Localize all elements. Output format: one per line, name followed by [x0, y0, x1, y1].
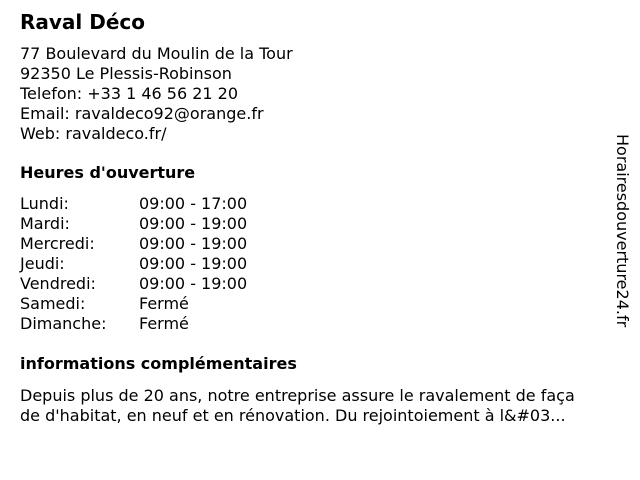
phone-number[interactable]: Telefon: +33 1 46 56 21 20 [20, 84, 239, 103]
hours-day: Lundi: [20, 194, 69, 213]
info-line: de d'habitat, en neuf et en rénovation. Du rejointoiement à l&#03... [20, 406, 566, 425]
hours-time: 09:00 - 17:00 [139, 194, 248, 213]
website-link[interactable]: Web: ravaldeco.fr/ [20, 124, 167, 143]
hours-day: Samedi: [20, 294, 86, 313]
hours-day: Mercredi: [20, 234, 95, 253]
hours-day: Vendredi: [20, 274, 96, 293]
info-line: Depuis plus de 20 ans, notre entreprise assure le ravalement de faça [20, 386, 575, 405]
address-city: 92350 Le Plessis-Robinson [20, 64, 232, 83]
hours-time: 09:00 - 19:00 [139, 234, 248, 253]
hours-time: 09:00 - 19:00 [139, 254, 248, 273]
business-name: Raval Déco [20, 10, 146, 34]
additional-info-heading: informations complémentaires [20, 354, 297, 373]
additional-info-text [20, 386, 620, 426]
hours-day: Jeudi: [20, 254, 65, 273]
hours-day: Dimanche: [20, 314, 107, 333]
email-address[interactable]: Email: ravaldeco92@orange.fr [20, 104, 264, 123]
opening-hours-heading: Heures d'ouverture [20, 163, 196, 182]
hours-time: Fermé [139, 294, 189, 313]
hours-time: 09:00 - 19:00 [139, 214, 248, 233]
site-watermark: Horairesdouverture24.fr [613, 134, 632, 328]
hours-day: Mardi: [20, 214, 70, 233]
hours-time: 09:00 - 19:00 [139, 274, 248, 293]
hours-time: Fermé [139, 314, 189, 333]
business-contact [20, 44, 293, 144]
address-street: 77 Boulevard du Moulin de la Tour [20, 44, 293, 63]
